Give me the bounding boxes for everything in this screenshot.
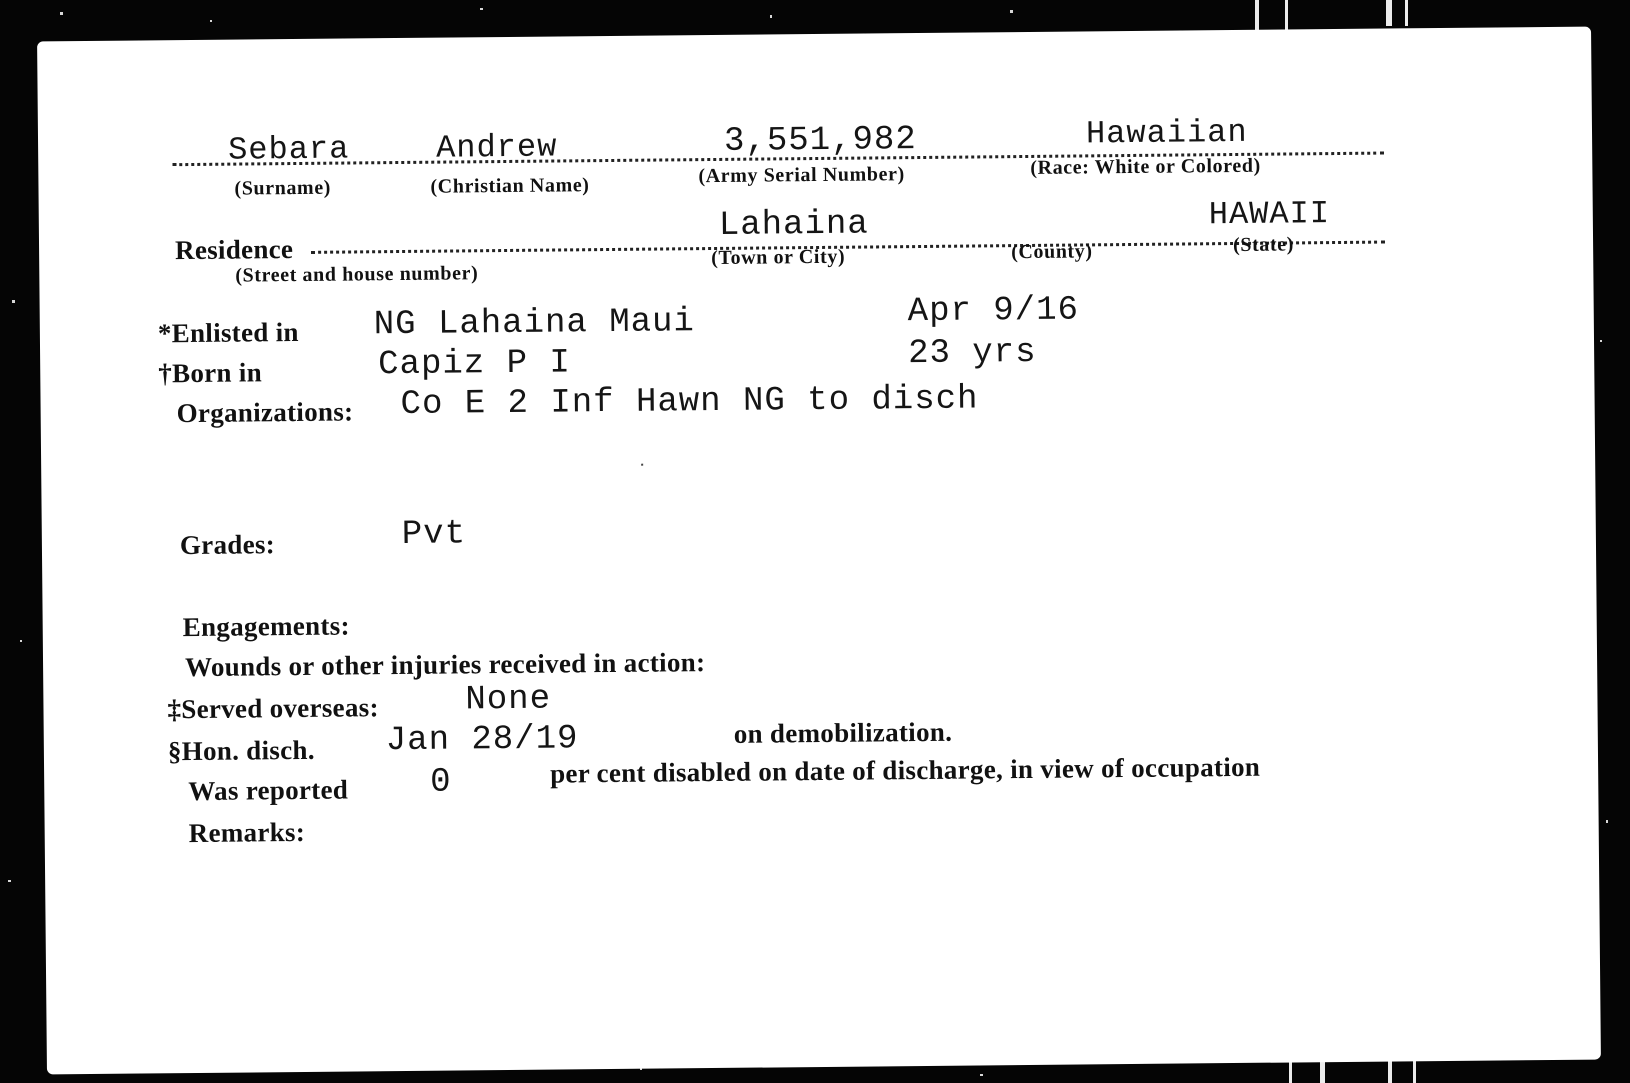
christian-name-caption: (Christian Name): [430, 174, 590, 198]
born-label: †Born in: [158, 357, 263, 389]
organizations-label: Organizations:: [176, 396, 354, 429]
state-value: HAWAII: [1208, 195, 1331, 234]
overseas-value: None: [465, 680, 552, 720]
race-value: Hawaiian: [1085, 113, 1248, 153]
paper-speck: [641, 464, 643, 466]
surname-value: Sebara: [227, 130, 350, 169]
hon-disch-label: §Hon. disch.: [167, 734, 315, 767]
grades-label: Grades:: [179, 529, 276, 561]
wounds-label: Wounds or other injuries received in action:: [184, 647, 706, 683]
reported-suffix: per cent disabled on date of discharge, in view of occupation: [549, 751, 1261, 789]
town-caption: (Town or City): [711, 245, 846, 270]
engagements-label: Engagements:: [182, 610, 350, 643]
reported-label: Was reported: [188, 774, 349, 807]
born-age: 23 yrs: [907, 333, 1037, 374]
enlisted-date: Apr 9/16: [907, 291, 1080, 332]
organizations-value: Co E 2 Inf Hawn NG to disch: [400, 380, 979, 425]
street-caption: (Street and house number): [235, 262, 479, 287]
town-value: Lahaina: [718, 205, 869, 245]
serial-value: 3,551,982: [723, 121, 917, 161]
surname-caption: (Surname): [234, 176, 332, 200]
born-place: Capiz P I: [378, 344, 572, 385]
remarks-label: Remarks:: [188, 816, 306, 849]
reported-value: 0: [430, 763, 452, 802]
county-caption: (County): [1011, 240, 1093, 264]
hon-disch-suffix: on demobilization.: [733, 716, 953, 749]
state-caption: (State): [1232, 233, 1295, 257]
enlisted-label: *Enlisted in: [157, 316, 299, 349]
enlisted-place: NG Lahaina Maui: [373, 303, 696, 345]
residence-label: Residence: [174, 234, 294, 266]
overseas-label: ‡Served overseas:: [167, 692, 379, 725]
race-caption: (Race: White or Colored): [1030, 154, 1261, 179]
grades-value: Pvt: [401, 515, 467, 555]
christian-name-value: Andrew: [435, 128, 558, 167]
hon-disch-date: Jan 28/19: [385, 720, 579, 761]
service-record-card: [37, 27, 1601, 1075]
serial-caption: (Army Serial Number): [698, 163, 905, 188]
